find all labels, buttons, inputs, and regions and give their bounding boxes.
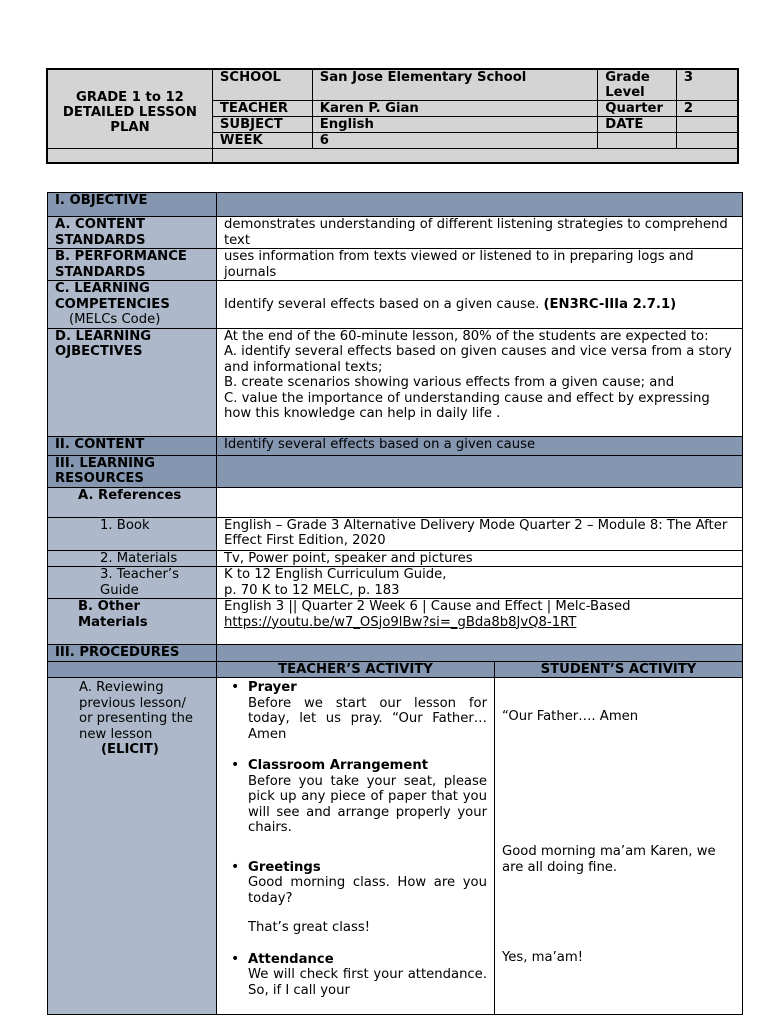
student-response-prayer: “Our Father…. Amen <box>502 709 639 724</box>
activity-classroom-arrangement <box>248 758 487 836</box>
subject-value: English <box>312 117 597 133</box>
resources-heading: III. LEARNING RESOURCES <box>48 455 217 487</box>
blank-cell <box>217 645 743 662</box>
teacher-activities <box>217 678 495 1015</box>
activity-title: • Classroom Arrangement <box>248 758 429 773</box>
video-link[interactable]: https://youtu.be/w7_OSjo9lBw?si=_gBda8b8JvQ8-1RT <box>224 614 577 630</box>
blank-cell <box>217 487 743 517</box>
activity-text: We will check first your attendance. So, if I call your <box>248 967 487 998</box>
activity-text: Before we start our lesson for today, let us pray. “Our Father… Amen <box>248 695 487 742</box>
blank-cell <box>47 149 212 163</box>
content-value: Identify several effects based on a given cause <box>217 436 743 455</box>
week-value: 6 <box>312 133 597 149</box>
other-materials-value <box>217 599 743 645</box>
activity-greetings <box>248 860 487 936</box>
procedures-heading: III. PROCEDURES <box>48 645 217 662</box>
content-heading: II. CONTENT <box>48 436 217 455</box>
competency-text: Identify several effects based on a given cause. <box>224 296 540 312</box>
competencies-title: C. LEARNING COMPETENCIES <box>55 281 170 312</box>
competencies-label <box>48 281 217 329</box>
guide-label: 3. Teacher’s Guide <box>48 567 217 599</box>
school-value: San Jose Elementary School <box>312 69 597 101</box>
competency-code: (EN3RC-IIIa 2.7.1) <box>543 296 677 312</box>
objectives-value <box>217 328 743 436</box>
activity-title: • Prayer <box>248 680 297 695</box>
activity-text: Good morning class. How are you today? <box>248 875 487 906</box>
activity-title: • Greetings <box>248 859 321 875</box>
guide-line-2: p. 70 K to 12 MELC, p. 183 <box>224 582 400 598</box>
blank-cell <box>212 149 738 163</box>
objective-heading: I. OBJECTIVE <box>48 193 217 217</box>
procedure-step-label <box>48 678 217 1015</box>
activity-prayer <box>248 680 487 742</box>
date-value <box>676 117 738 133</box>
activity-text-2: That’s great class! <box>248 920 371 935</box>
student-activities <box>495 678 743 1015</box>
date-label: DATE <box>598 117 677 133</box>
other-materials-text: English 3 || Quarter 2 Week 6 | Cause and Effect | Melc-Based <box>224 599 631 614</box>
grade-label: Grade Level <box>598 69 677 101</box>
week-label: WEEK <box>212 133 312 149</box>
activity-text: Before you take your seat, please pick up any piece of paper that you will see and arrange properly your chairs. <box>248 773 487 835</box>
blank-cell <box>217 193 743 217</box>
quarter-value: 2 <box>676 101 738 117</box>
plan-title: GRADE 1 to 12 DETAILED LESSON PLAN <box>47 69 212 149</box>
grade-value: 3 <box>676 69 738 101</box>
subject-label: SUBJECT <box>212 117 312 133</box>
objective-a: A. identify several effects based on given causes and vice versa from a story and informational texts; <box>224 344 732 375</box>
step-label: A. Reviewing previous lesson/ or presenting the new lesson <box>79 680 194 742</box>
teacher-label: TEACHER <box>212 101 312 117</box>
content-standards-value: demonstrates understanding of different listening strategies to comprehend text <box>217 217 743 249</box>
objective-b: B. create scenarios showing various effects from a given cause; and <box>224 375 675 390</box>
quarter-label: Quarter <box>598 101 677 117</box>
performance-standards-label: B. PERFORMANCE STANDARDS <box>48 249 217 281</box>
objectives-intro: At the end of the 60-minute lesson, 80% of the students are expected to: <box>224 328 709 344</box>
activity-title: • Attendance <box>248 951 334 967</box>
guide-line-1: K to 12 English Curriculum Guide, <box>224 567 447 582</box>
objectives-label: D. LEARNING OJBECTIVES <box>48 328 217 436</box>
teacher-value: Karen P. Gian <box>312 101 597 117</box>
performance-standards-value: uses information from texts viewed or listened to in preparing logs and journals <box>217 249 743 281</box>
student-activity-header: STUDENT’S ACTIVITY <box>495 661 743 678</box>
school-label: SCHOOL <box>212 69 312 101</box>
book-label: 1. Book <box>48 517 217 550</box>
activity-attendance <box>248 952 487 999</box>
student-response-attendance: Yes, ma’am! <box>502 950 584 965</box>
competencies-value <box>217 281 743 329</box>
teacher-activity-header: TEACHER’S ACTIVITY <box>217 661 495 678</box>
lesson-plan-header <box>46 68 739 164</box>
blank-cell <box>48 661 217 678</box>
blank-cell <box>598 133 677 149</box>
content-standards-label: A. CONTENT STANDARDS <box>48 217 217 249</box>
lesson-plan-body <box>47 192 743 1015</box>
materials-value: Tv, Power point, speaker and pictures <box>217 550 743 567</box>
references-label: A. References <box>48 487 217 517</box>
competencies-sublabel: (MELCs Code) <box>69 312 161 327</box>
step-tag: (ELICIT) <box>101 742 159 757</box>
objective-c: C. value the importance of understanding cause and effect by expressing how this knowledge can help in daily life . <box>224 390 710 421</box>
book-value: English – Grade 3 Alternative Delivery Mode Quarter 2 – Module 8: The After Effect First Edition, 2020 <box>217 517 743 550</box>
other-materials-label: B. Other Materials <box>48 599 217 645</box>
student-response-greetings: Good morning ma’am Karen, we are all doing fine. <box>502 844 716 875</box>
guide-value <box>217 567 743 599</box>
materials-label: 2. Materials <box>48 550 217 567</box>
blank-cell <box>217 455 743 487</box>
blank-cell <box>676 133 738 149</box>
